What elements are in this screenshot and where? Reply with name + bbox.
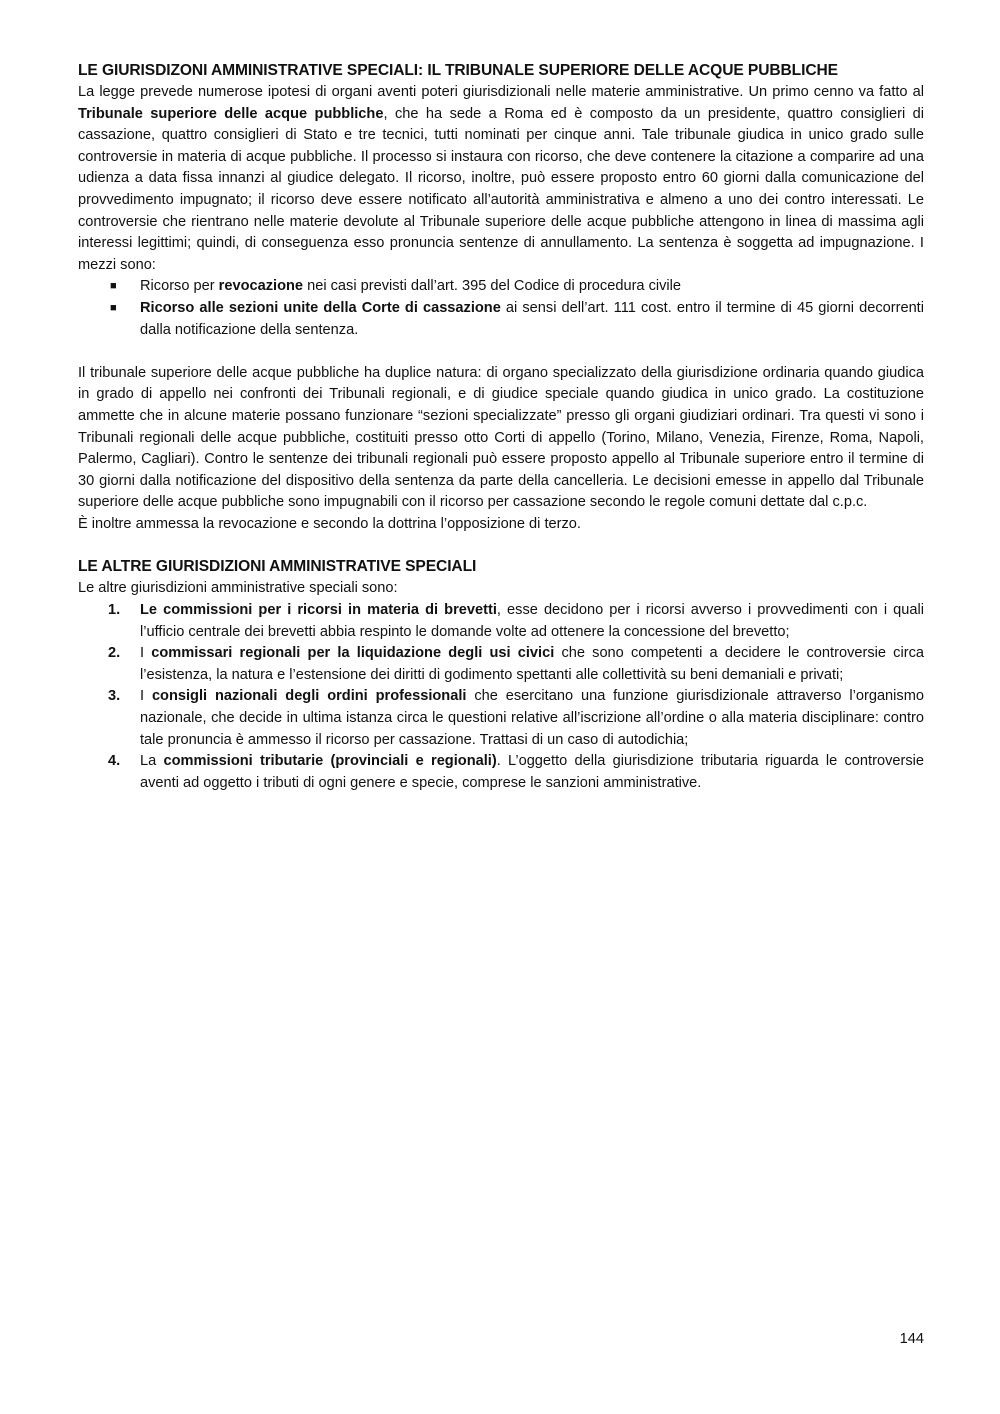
list-item-text: che esercitano una funzione giurisdizionale attraverso l’organismo nazionale, che decide in ultima istanza circa le questioni relative all’iscrizione all’ordine o alla materia disciplinare: contro tale pronuncia è ammesso il ricorso per cassazione. Trattasi di un caso di autodichia; bbox=[140, 688, 924, 748]
list-item-usi-civici bbox=[78, 643, 924, 686]
paragraph-duplice-natura: Il tribunale superiore delle acque pubbliche ha duplice natura: di organo specializzato della giurisdizione ordinaria quando giudica in grado di appello nei confronti dei Tribunali regionali, e di giudice speciale quando giudica in unico grado. La costituzione ammette che in alcune materie possano funzionare “sezioni specializzate” presso gli organi giudiziari ordinari. Tra questi vi sono i Tribunali regionali delle acque pubbliche, costituiti presso otto Corti di appello (Torino, Milano, Venezia, Firenze, Roma, Napoli, Palermo, Cagliari). Contro le sentenze dei tribunali regionali può essere proposto appello al Tribunale superiore entro il termine di 30 giorni dalla notificazione del dispositivo della sentenza da parte della cancelleria. Le decisioni emesse in appello dal Tribunale superiore delle acque pubbliche sono impugnabili con il ricorso per cassazione secondo le regole comuni dettate dal c.p.c. bbox=[78, 364, 924, 511]
list-item-bold: revocazione bbox=[218, 278, 304, 295]
paragraph-intro-bold: Tribunale superiore delle acque pubbliche bbox=[78, 105, 384, 122]
paragraph-intro-text-a: La legge prevede numerose ipotesi di organi aventi poteri giurisdizionali nelle materie amministrative. Un primo cenno va fatto al bbox=[78, 84, 924, 100]
list-item-cassazione bbox=[78, 298, 924, 341]
list-item-bold: Ricorso alle sezioni unite della Corte di cassazione bbox=[140, 299, 501, 316]
paragraph-altre-intro: Le altre giurisdizioni amministrative speciali sono: bbox=[78, 580, 398, 597]
list-item-commissioni-tributarie bbox=[78, 751, 924, 794]
remedies-list bbox=[78, 276, 924, 341]
square-bullet-icon: ■ bbox=[110, 301, 117, 314]
list-item-text: ai sensi dell’art. 111 cost. entro il termine di 45 giorni decorrenti dalla notificazione della sentenza. bbox=[140, 299, 924, 338]
list-item-bold: Le commissioni per i ricorsi in materia di brevetti bbox=[140, 602, 497, 619]
list-item-bold: commissari regionali per la liquidazione degli usi civici bbox=[151, 645, 555, 662]
spacer bbox=[78, 341, 924, 363]
list-number: 2. bbox=[108, 645, 121, 662]
section-title-altre-giurisdizioni: LE ALTRE GIURISDIZIONI AMMINISTRATIVE SPECIALI bbox=[78, 558, 477, 576]
list-item-text: La bbox=[140, 753, 164, 770]
paragraph-intro-text-b: , che ha sede a Roma ed è composto da un presidente, quattro consiglieri di cassazione, quattro consiglieri di Stato e tre tecnici, tutti nominati per cinque anni. Tale tribunale giudica in unico grado sulle controversie in materia di acque pubbliche. Il processo si instaura con ricorso, che deve contenere la citazione a comparire ad una udienza a data fissa innanzi al giudice delegato. Il ricorso, inoltre, può essere proposto entro 60 giorni dalla comunicazione del provvedimento impugnato; il ricorso deve essere notificato all’autorità amministrativa e almeno a uno dei contro interessati. Le controversie che rientrano nelle materie devolute al Tribunale superiore delle acque pubbliche attengono in linea di massima agli interessi legittimi; quindi, di conseguenza esso pronuncia sentenze di annullamento. La sentenza è soggetta ad impugnazione. I mezzi sono: bbox=[78, 105, 924, 273]
list-item-text: Ricorso per bbox=[140, 278, 219, 295]
paragraph-revocazione: È inoltre ammessa la revocazione e secondo la dottrina l’opposizione di terzo. bbox=[78, 515, 581, 532]
list-item-brevetti bbox=[78, 600, 924, 643]
paragraph-intro bbox=[78, 82, 924, 276]
list-item-text: che sono competenti a decidere le controversie circa l’esistenza, la natura e l’estensione dei diritti di godimento spettanti alle collettività su beni demaniali e privati; bbox=[140, 645, 924, 683]
section-title-acque-pubbliche: LE GIURISDIZONI AMMINISTRATIVE SPECIALI: IL TRIBUNALE SUPERIORE DELLE ACQUE PUBBLICHE bbox=[78, 62, 838, 79]
square-bullet-icon: ■ bbox=[110, 280, 117, 293]
list-item-text: . L’oggetto della giurisdizione tributaria riguarda le controversie aventi ad oggetto i tributi di ogni genere e specie, comprese le sanzioni amministrative. bbox=[140, 753, 925, 791]
list-item-text: , esse decidono per i ricorsi avverso i provvedimenti con i quali l’ufficio centrale dei brevetti abbia respinto le domande volte ad ottenere la concessione del brevetto; bbox=[140, 602, 924, 640]
list-number: 1. bbox=[108, 602, 121, 619]
list-item-text: nei casi previsti dall’art. 395 del Codice di procedura civile bbox=[303, 278, 682, 295]
document-page bbox=[78, 60, 924, 794]
list-number: 3. bbox=[108, 688, 121, 705]
list-item-bold: consigli nazionali degli ordini professionali bbox=[151, 688, 467, 705]
page-number: 144 bbox=[899, 1331, 924, 1347]
list-item-ordini-professionali bbox=[78, 686, 924, 751]
jurisdictions-list bbox=[78, 600, 924, 794]
list-number: 4. bbox=[108, 753, 121, 770]
spacer bbox=[78, 535, 924, 556]
list-item-text: I bbox=[140, 688, 152, 705]
list-item-bold: commissioni tributarie (provinciali e regionali) bbox=[163, 753, 497, 770]
list-item-revocazione bbox=[78, 276, 924, 298]
list-item-text: I bbox=[140, 645, 152, 662]
